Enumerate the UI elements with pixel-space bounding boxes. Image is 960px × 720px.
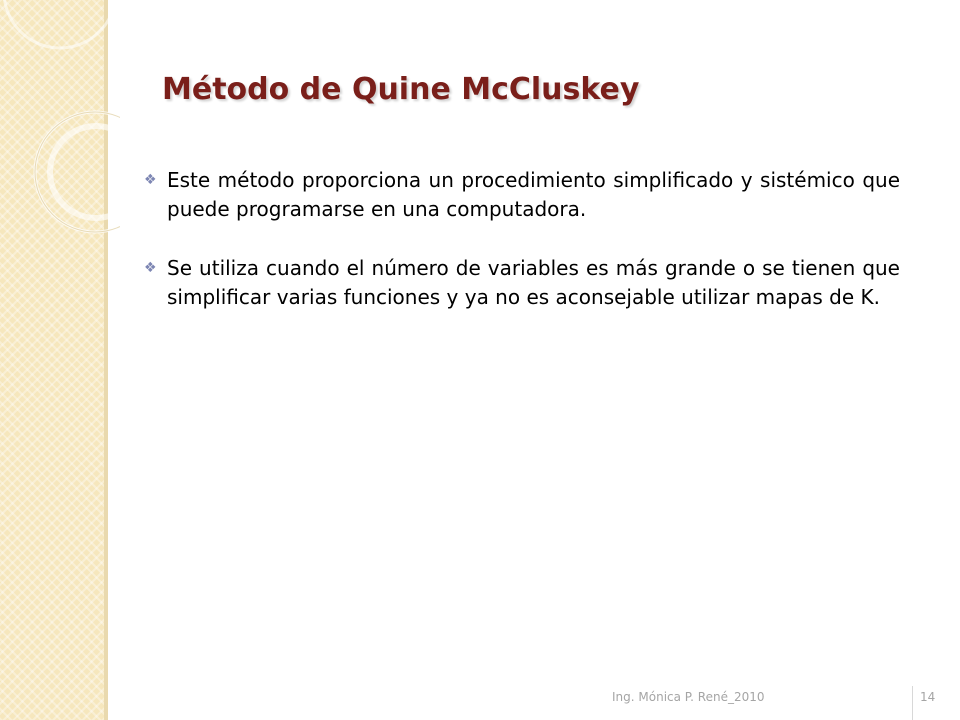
list-item	[144, 254, 900, 312]
bullet-list	[144, 166, 900, 342]
bullet-text: Se utiliza cuando el número de variables es más grande o se tienen que simplificar varias funciones y ya no es aconsejable utilizar mapas de K.	[167, 256, 900, 309]
decorative-circles	[0, 0, 120, 240]
footer-divider	[912, 686, 913, 720]
bullet-text: Este método proporciona un procedimiento simplificado y sistémico que puede programarse en una computadora.	[167, 168, 900, 221]
diamond-bullet-icon: ❖	[144, 172, 157, 188]
footer-author: Ing. Mónica P. René_2010	[612, 690, 765, 704]
list-item	[144, 166, 900, 224]
slide-title: Método de Quine McCluskey	[162, 72, 640, 107]
diamond-bullet-icon: ❖	[144, 260, 157, 276]
slide-number: 14	[920, 690, 936, 704]
